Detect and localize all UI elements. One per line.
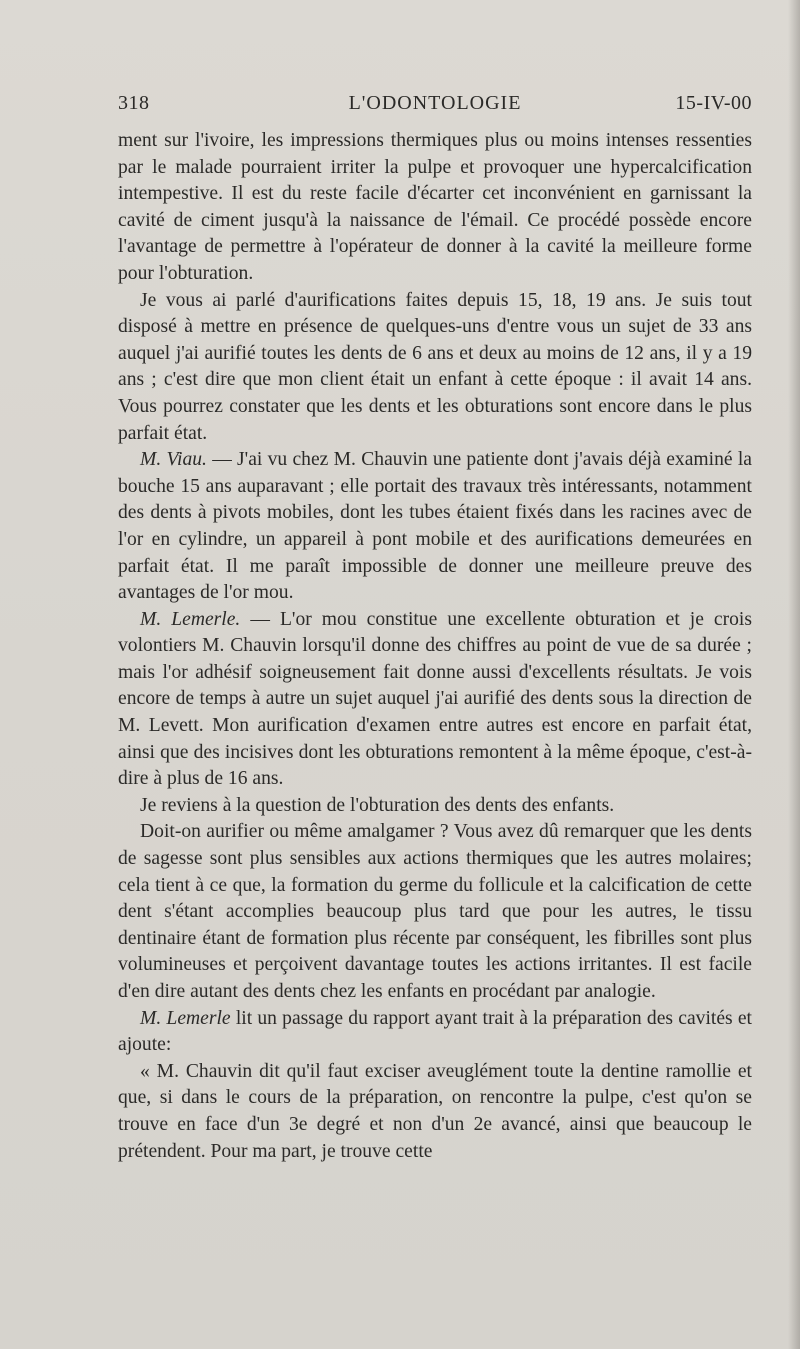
paragraph bbox=[118, 1006, 752, 1059]
speaker-name: M. Lemerle. bbox=[140, 608, 241, 630]
paragraph bbox=[118, 607, 752, 793]
paragraph bbox=[118, 819, 752, 1005]
paragraph-text: — L'or mou constitue une excellente obturation et je crois volontiers M. Chauvin lorsqu'il donne des chiffres au point de vue de sa durée ; mais l'or adhésif soigneusement fait donne aussi d'excellents résultats. Je vois encore de temps à autre un sujet auquel j'ai aurifié des dents sous la direction de M. Levett. Mon aurification d'examen entre autres est encore en parfait état, ainsi que des incisives dont les obturations remontent à la même époque, c'est-à-dire à plus de 16 ans. bbox=[118, 608, 753, 790]
paragraph bbox=[118, 447, 752, 607]
body-text bbox=[118, 128, 752, 1165]
paragraph bbox=[118, 1059, 752, 1165]
paragraph-text: lit un passage du rapport ayant trait à la préparation des cavités et ajoute: bbox=[118, 1007, 752, 1056]
issue-date: 15-IV-00 bbox=[675, 92, 752, 114]
running-header bbox=[118, 92, 752, 122]
paragraph bbox=[118, 793, 752, 820]
paragraph bbox=[118, 288, 752, 448]
paragraph bbox=[118, 128, 752, 288]
journal-title: L'ODONTOLOGIE bbox=[348, 92, 522, 114]
speaker-name: M. Lemerle bbox=[140, 1007, 231, 1029]
paragraph-text: Je vous ai parlé d'aurifications faites depuis 15, 18, 19 ans. Je suis tout disposé à mettre en présence de quelques-uns d'entre vous un sujet de 33 ans auquel j'ai aurifié toutes les dents de 6 ans et deux au moins de 12 ans, il y a 19 ans ; c'est dire que mon client était un enfant à cette époque : il avait 14 ans. Vous pourrez constater que les dents et les obturations sont encore dans le plus parfait état. bbox=[118, 289, 752, 444]
page-edge-shadow bbox=[788, 0, 800, 1349]
paragraph-text: ment sur l'ivoire, les impressions thermiques plus ou moins intenses ressenties par le malade pourraient irriter la pulpe et provoquer une hypercalcification intempestive. Il est du reste facile d'écarter cet inconvénient en garnissant la cavité de ciment jusqu'à la naissance de l'émail. Ce procédé possède encore l'avantage de permettre à l'opérateur de donner à la cavité la meilleure forme pour l'obturation. bbox=[118, 130, 752, 284]
speaker-name: M. Viau. bbox=[140, 449, 207, 471]
paragraph-text: « M. Chauvin dit qu'il faut exciser aveuglément toute la dentine ramollie et que, si dans le cours de la préparation, on rencontre la pulpe, c'est qu'on se trouve en face d'un 3e degré et non d'un 2e avancé, ainsi que beaucoup le prétendent. Pour ma part, je trouve cette bbox=[118, 1060, 752, 1162]
paragraph-text: Je reviens à la question de l'obturation des dents des enfants. bbox=[140, 794, 615, 816]
paragraph-text: — J'ai vu chez M. Chauvin une patiente dont j'avais déjà examiné la bouche 15 ans auparavant ; elle portait des travaux très intéressants, notamment des dents à pivots mobiles, dont les tubes étaient fixés dans les racines avec de l'or en cylindre, un appareil à pont mobile et des aurifications demeurées en parfait état. Il me paraît impossible de donner une meilleure preuve des avantages de l'or mou. bbox=[118, 449, 752, 604]
paragraph-text: Doit-on aurifier ou même amalgamer ? Vous avez dû remarquer que les dents de sagesse sont plus sensibles aux actions thermiques que les autres molaires; cela tient à ce que, la formation du germe du follicule et la calcification de cette dent s'étant accomplies beaucoup plus tard que pour les autres, le tissu dentinaire étant de formation plus récente par conséquent, les fibrilles sont plus volumineuses et perçoivent davantage toutes les actions irritantes. Il est facile d'en dire autant des dents chez les enfants en procédant par analogie. bbox=[118, 821, 752, 1002]
page-number: 318 bbox=[118, 92, 150, 114]
